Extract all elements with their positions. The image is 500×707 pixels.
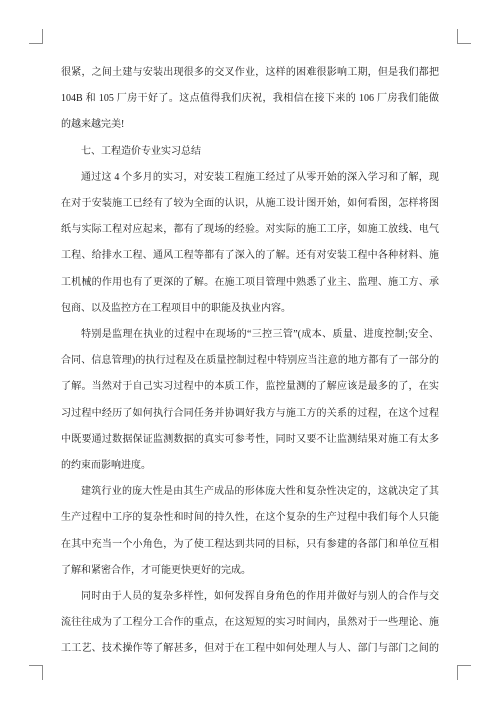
text-line: 的约束而影响进度。 [61, 460, 151, 472]
text-line: 习过程中经历了如何执行合同任务并协调好我方与施工方的关系的过程，在这个过程 [61, 407, 439, 419]
crop-mark-top-left [29, 29, 43, 44]
text-line: 生产过程中工序的复杂性和时间的持久性，在这个复杂的生产过程中我们每个人只能 [61, 512, 439, 524]
paragraph [61, 479, 439, 584]
body-text [61, 60, 439, 663]
text-line: 工程、给排水工程、通风工程等都有了深入的了解。还有对安装工程中各种材料、施 [61, 250, 439, 262]
paragraph [61, 165, 439, 322]
text-line: 了解。当然对于自己实习过程中的本质工作，监控量测的了解应该是最多的了，在实 [61, 381, 439, 393]
text-line: 很紧，之间土建与安装出现很多的交叉作业，这样的困难很影响工期，但是我们都把 [61, 67, 439, 78]
text-line: 纸与实际工程对应起来，都有了现场的经验。对实际的施工工序，如施工放线、电气 [61, 224, 439, 236]
text-line: 了解和紧密合作，才可能更快更好的完成。 [61, 564, 251, 576]
text-line: 中既要通过数据保证监测数据的真实可参考性，同时又要不让监测结果对施工有太多 [61, 433, 439, 445]
section-heading: 七、工程造价专业实习总结 [81, 145, 201, 157]
text-line: 工工艺、技术操作等了解甚多，但对于在工程中如何处理人与人、部门与部门之间的 [61, 643, 439, 655]
paragraph [61, 322, 439, 479]
text-line: 104B 和 105 厂房干好了。这点值得我们庆祝，我相信在接下来的 106 厂房我们能做 [61, 93, 439, 105]
text-line: 在其中充当一个小角色，为了使工程达到共同的目标，只有参建的各部门和单位互相 [61, 538, 439, 550]
text-line: 的越来越完美! [61, 119, 125, 131]
text-line: 合同、信息管理)的执行过程及在质量控制过程中特别应当注意的地方都有了一部分的 [61, 355, 439, 367]
text-line: 流往往成为了工程分工合作的重点，在这短短的实习时间内，虽然对于一些理论、施 [61, 617, 439, 629]
text-line: 在对于安装施工已经有了较为全面的认识，从施工设计图开始，如何看图，怎样将图 [61, 198, 439, 210]
text-line: 特别是监理在执业的过程中在现场的“三控三管”(成本、质量、进度控制;安全、 [81, 329, 439, 341]
continued-paragraph [61, 60, 439, 139]
text-line: 包商、以及监控方在工程项目中的职能及执业内容。 [61, 302, 291, 314]
paragraph [61, 584, 439, 663]
text-line: 通过这 4 个多月的实习，对安装工程施工经过了从零开始的深入学习和了解，现 [81, 171, 439, 183]
crop-mark-bottom-left [29, 665, 43, 680]
text-line: 建筑行业的庞大性是由其生产成品的形体庞大性和复杂性决定的，这就决定了其 [81, 486, 439, 498]
crop-mark-top-right [457, 29, 471, 44]
text-line: 同时由于人员的复杂多样性，如何发挥自身角色的作用并做好与别人的合作与交 [81, 591, 439, 603]
crop-mark-bottom-right [457, 665, 471, 680]
text-line: 工机械的作用也有了更深的了解。在施工项目管理中熟悉了业主、监理、施工方、承 [61, 276, 439, 288]
